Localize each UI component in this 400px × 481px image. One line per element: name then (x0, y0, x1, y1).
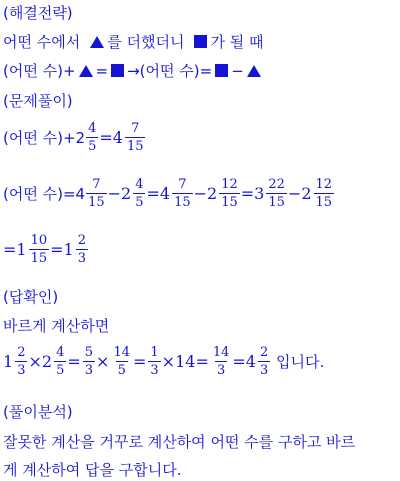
denominator: 15 (88, 195, 105, 210)
strategy-text: →(어떤 수)= (127, 62, 213, 80)
section-approach-header: (해결전략) (3, 4, 73, 22)
equation-text: =4 (232, 352, 256, 371)
fraction (266, 178, 287, 209)
equation-text: −2 (193, 184, 218, 203)
denominator: 3 (259, 363, 269, 378)
strategy-text: 를 더했더니 (107, 33, 185, 51)
equation-text: 1 (3, 352, 14, 371)
numerator: 4 (56, 345, 65, 360)
equation-text: −2 (107, 184, 132, 203)
equation-text: ×14= (161, 352, 209, 371)
numerator: 14 (212, 345, 230, 360)
fraction (86, 122, 98, 153)
denominator: 15 (126, 139, 144, 154)
fraction (86, 178, 107, 209)
denominator: 5 (117, 363, 126, 378)
numerator: 5 (84, 345, 94, 360)
denominator: 5 (135, 195, 144, 210)
equation-text: (어떤 수)+2 (3, 129, 86, 147)
numerator: 7 (92, 177, 101, 192)
strategy-line-2 (3, 60, 264, 81)
denominator: 15 (221, 195, 238, 210)
check-intro: 바르게 계산하면 (3, 317, 110, 335)
denominator: 3 (77, 251, 87, 266)
strategy-text: 가 될 때 (210, 33, 264, 51)
equation-text: =1 (50, 240, 74, 259)
check-equation (3, 346, 324, 377)
equation-text: 입니다. (271, 353, 325, 371)
numerator: 7 (131, 121, 140, 136)
strategy-text: (어떤 수)+ (3, 62, 76, 80)
denominator: 5 (88, 139, 97, 154)
denominator: 3 (216, 363, 226, 378)
strategy-text: = (95, 61, 109, 80)
square-icon (194, 35, 207, 48)
fraction (148, 346, 160, 377)
square-icon (215, 64, 228, 77)
equation-text: ×2 (28, 352, 53, 371)
numerator: 14 (113, 345, 130, 360)
fraction (125, 122, 146, 153)
section-analysis-header: (풀이분석) (3, 403, 73, 421)
section-solution-header: (문제풀이) (3, 92, 73, 110)
denominator: 3 (150, 363, 159, 378)
numerator: 4 (135, 177, 144, 192)
fraction (76, 234, 88, 265)
denominator: 5 (56, 363, 65, 378)
section-check-header: (답확인) (3, 288, 59, 306)
denominator: 3 (84, 363, 94, 378)
numerator: 4 (88, 121, 97, 136)
fraction (15, 346, 27, 377)
fraction (83, 346, 95, 377)
fraction (211, 346, 232, 377)
fraction (219, 178, 240, 209)
fraction (54, 346, 66, 377)
solution-equation-3 (3, 234, 89, 265)
equation-text: × (96, 352, 110, 371)
denominator: 15 (30, 251, 48, 266)
triangle-icon (247, 65, 261, 77)
numerator: 1 (150, 345, 159, 360)
equation-text: =1 (3, 240, 27, 259)
denominator: 15 (315, 195, 333, 210)
equation-text: =4 (146, 184, 171, 203)
numerator: 7 (178, 177, 187, 192)
analysis-line-2: 게 계산하여 답을 구합니다. (3, 461, 182, 479)
triangle-icon (90, 36, 104, 48)
denominator: 3 (17, 363, 26, 378)
fraction (29, 234, 50, 265)
fraction (258, 346, 270, 377)
numerator: 2 (17, 345, 26, 360)
solution-equation-1 (3, 122, 146, 153)
fraction (172, 178, 193, 209)
numerator: 12 (221, 177, 238, 192)
equation-text: =3 (240, 184, 265, 203)
equation-text: = (67, 352, 81, 371)
fraction (133, 178, 145, 209)
fraction (111, 346, 132, 377)
denominator: 15 (174, 195, 191, 210)
denominator: 15 (268, 195, 285, 210)
strategy-line-1 (3, 31, 263, 52)
numerator: 2 (259, 345, 269, 360)
analysis-line-1: 잘못한 계산을 거꾸로 계산하여 어떤 수를 구하고 바르 (3, 433, 356, 451)
equation-text: (어떤 수)=4 (3, 185, 86, 203)
solution-equation-2 (3, 178, 335, 209)
fraction (314, 178, 335, 209)
square-icon (111, 64, 124, 77)
strategy-text: − (231, 61, 244, 80)
numerator: 2 (77, 233, 87, 248)
equation-text: = (132, 352, 147, 371)
strategy-text: 어떤 수에서 (3, 33, 81, 51)
numerator: 10 (30, 233, 48, 248)
triangle-icon (79, 65, 93, 77)
equation-text: =4 (99, 128, 123, 147)
numerator: 22 (268, 177, 285, 192)
equation-text: −2 (287, 184, 312, 203)
numerator: 12 (315, 177, 333, 192)
